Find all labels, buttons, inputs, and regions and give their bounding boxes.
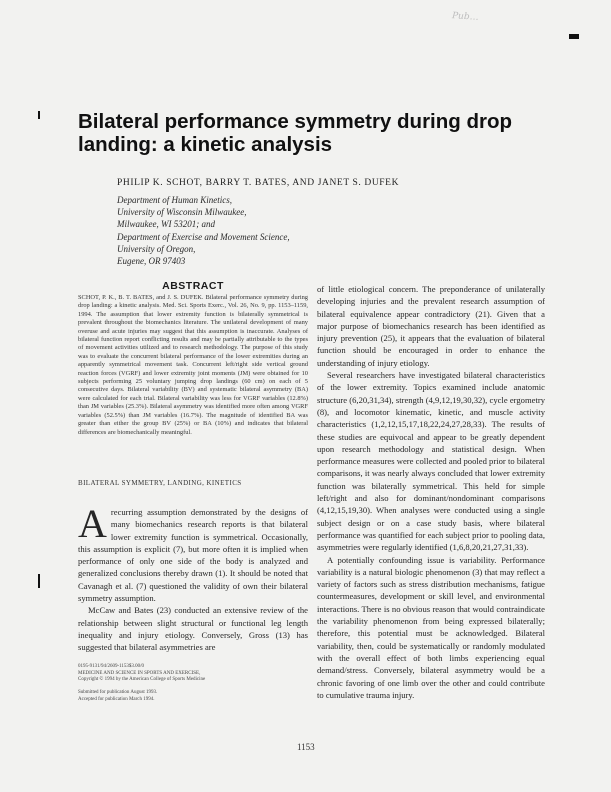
scan-mark-left [38, 111, 40, 119]
drop-cap: A [78, 506, 107, 546]
footnote-line [78, 684, 308, 691]
keywords: BILATERAL SYMMETRY, LANDING, KINETICS [78, 479, 242, 487]
abstract-text: SCHOT, P. K., B. T. BATES, and J. S. DUFEK. Bilateral performance symmetry during drop landing: a kinetic analysis. Med. Sci. Sports Exerc., Vol. 26, No. 9, pp. 1153–1159, 1994. The assumption that lower extremity function is bilaterally symmetrical is prevalent throughout the biomechanics literature. The unilateral development of many overuse and acute injuries may suggest that this assumption is inaccurate. Analyses of bilateral function report conflicting results and may be partially attributable to the types of movement activities utilized and to research methodology. The purpose of this study was to evaluate the concurrent bilateral performance of the lower extremities during an apparently symmetrical movement task. Concurrent left/right side vertical ground reaction forces (VGRF) and lower extremity joint moments (JM) were obtained for 10 subjects performing 25 voluntary jumping drop landings (60 cm) on each of 5 consecutive days. Bilateral variability (BV) and systematic bilateral asymmetry (BA) were calculated for each trial. Bilateral variability was less for VGRF variables (12.8%) than JM variables (25.3%). Bilateral asymmetry was identified more often among VGRF variables (52.5%) than JM variables (16.7%). The magnitude of identified BA was greater than either the group BV (25%) or BA (10%) and indicates that bilateral differences are biomechanically meaningful. [78, 294, 308, 436]
footnote-line: MEDICINE AND SCIENCE IN SPORTS AND EXERCISE, [78, 670, 201, 676]
footnote-line: Accepted for publication March 1994. [78, 696, 155, 702]
body-paragraph: A potentially confounding issue is variability. Performance variability is a natural biologic phenomenon (3) that may reflect a variety of factors such as stress distribution mechanisms, fatigue countermeasures, development or skill level, and environmental interactions. There is no obvious reason that would contraindicate the variability phenomenon from being expressed bilaterally; therefore, this potential must be acknowledged. Bilateral variability, then, could be systematically or randomly modulated with the overall effect of both limbs experiencing equal demand/stress. Conversely, bilateral asymmetry would be a chronic favoring of one limb over the other and could contribute to cumulative trauma injury. [317, 554, 545, 700]
author-list: PHILIP K. SCHOT, BARRY T. BATES, AND JANET S. DUFEK [117, 178, 400, 188]
affiliation-line: University of Oregon, [117, 243, 196, 254]
abstract-heading: ABSTRACT [162, 280, 224, 292]
scan-mark-top-right [569, 34, 579, 39]
affiliations [117, 194, 290, 267]
affiliation-line: University of Wisconsin Milwaukee, [117, 207, 247, 218]
body-paragraph: Several researchers have investigated bilateral characteristics of the lower extremity. Topics examined include anatomic structure (6,20,31,34), strength (4,9,12,19,30,32), cycle ergometry (8), and locomotor kinematic, kinetic, and muscle activity characteristics (1,2,12,15,17,18,22,24,27,28,33). The results of these studies are equivocal and appear to be greatly dependent upon research methodology and statistical design. When performance measures were collected and pooled prior to bilateral comparisons, it was nearly always concluded that lower extremity function was bilaterally symmetrical. This held for simple left/right and also for dominant/nondominant comparisons (4,12,15,19,30). When analyses were conducted using a single subject design or on a case study basis, where bilateral performance was quantified for each subject prior to pooling data, asymmetries were regularly identified (1,6,8,20,21,27,31,33). [317, 370, 545, 553]
affiliation-line: Eugene, OR 97403 [117, 256, 186, 267]
body-paragraph: McCaw and Bates (23) conducted an extensive review of the relationship between slight structural or functional leg length inequality and injury etiology. Conversely, Gross (13) has suggested that bilateral asymmetries are [78, 605, 308, 653]
paragraph-text: recurring assumption demonstrated by the designs of many biomechanics research reports is that bilateral lower extremity function is symmetrical. Occasionally, this assumption is explicit (7), but more often it is implied when performance of only one side of the body is analyzed and generalized conclusions thereby drawn (1). It should be noted that Cavanagh et al. (7) questioned the validity of own their bilateral symmetry assumption. [78, 507, 308, 604]
scan-mark-left-low [38, 574, 40, 588]
body-paragraph: of little etiological concern. The preponderance of unilaterally developing injuries and the prevalent research assumption of bilateral equivalence appear contradictory (21). Given that a major purpose of biomechanics research has been identified as injury prevention (25), it appears that the evaluation of bilateral function should be encouraged in order to enhance the understanding of injury etiology. [317, 284, 545, 368]
affiliation-line: Department of Human Kinetics, [117, 195, 232, 205]
page-number: 1153 [297, 742, 315, 752]
footnote-line: 0195-9131/94/2609-1153$3.00/0 [78, 664, 145, 669]
handwritten-note: Pub… [451, 11, 479, 23]
footnote-line: Copyright © 1994 by the American College of Sports Medicine [78, 677, 206, 683]
body-column-left [78, 506, 308, 656]
article-title: Bilateral performance symmetry during drop landing: a kinetic analysis [78, 110, 513, 156]
body-column-right [317, 283, 545, 705]
footnote [78, 664, 308, 704]
affiliation-line: Department of Exercise and Movement Science, [117, 231, 290, 242]
footnote-line: Submitted for publication August 1993. [78, 690, 158, 696]
affiliation-line: Milwaukee, WI 53201; and [117, 219, 215, 230]
body-paragraph [78, 506, 308, 604]
